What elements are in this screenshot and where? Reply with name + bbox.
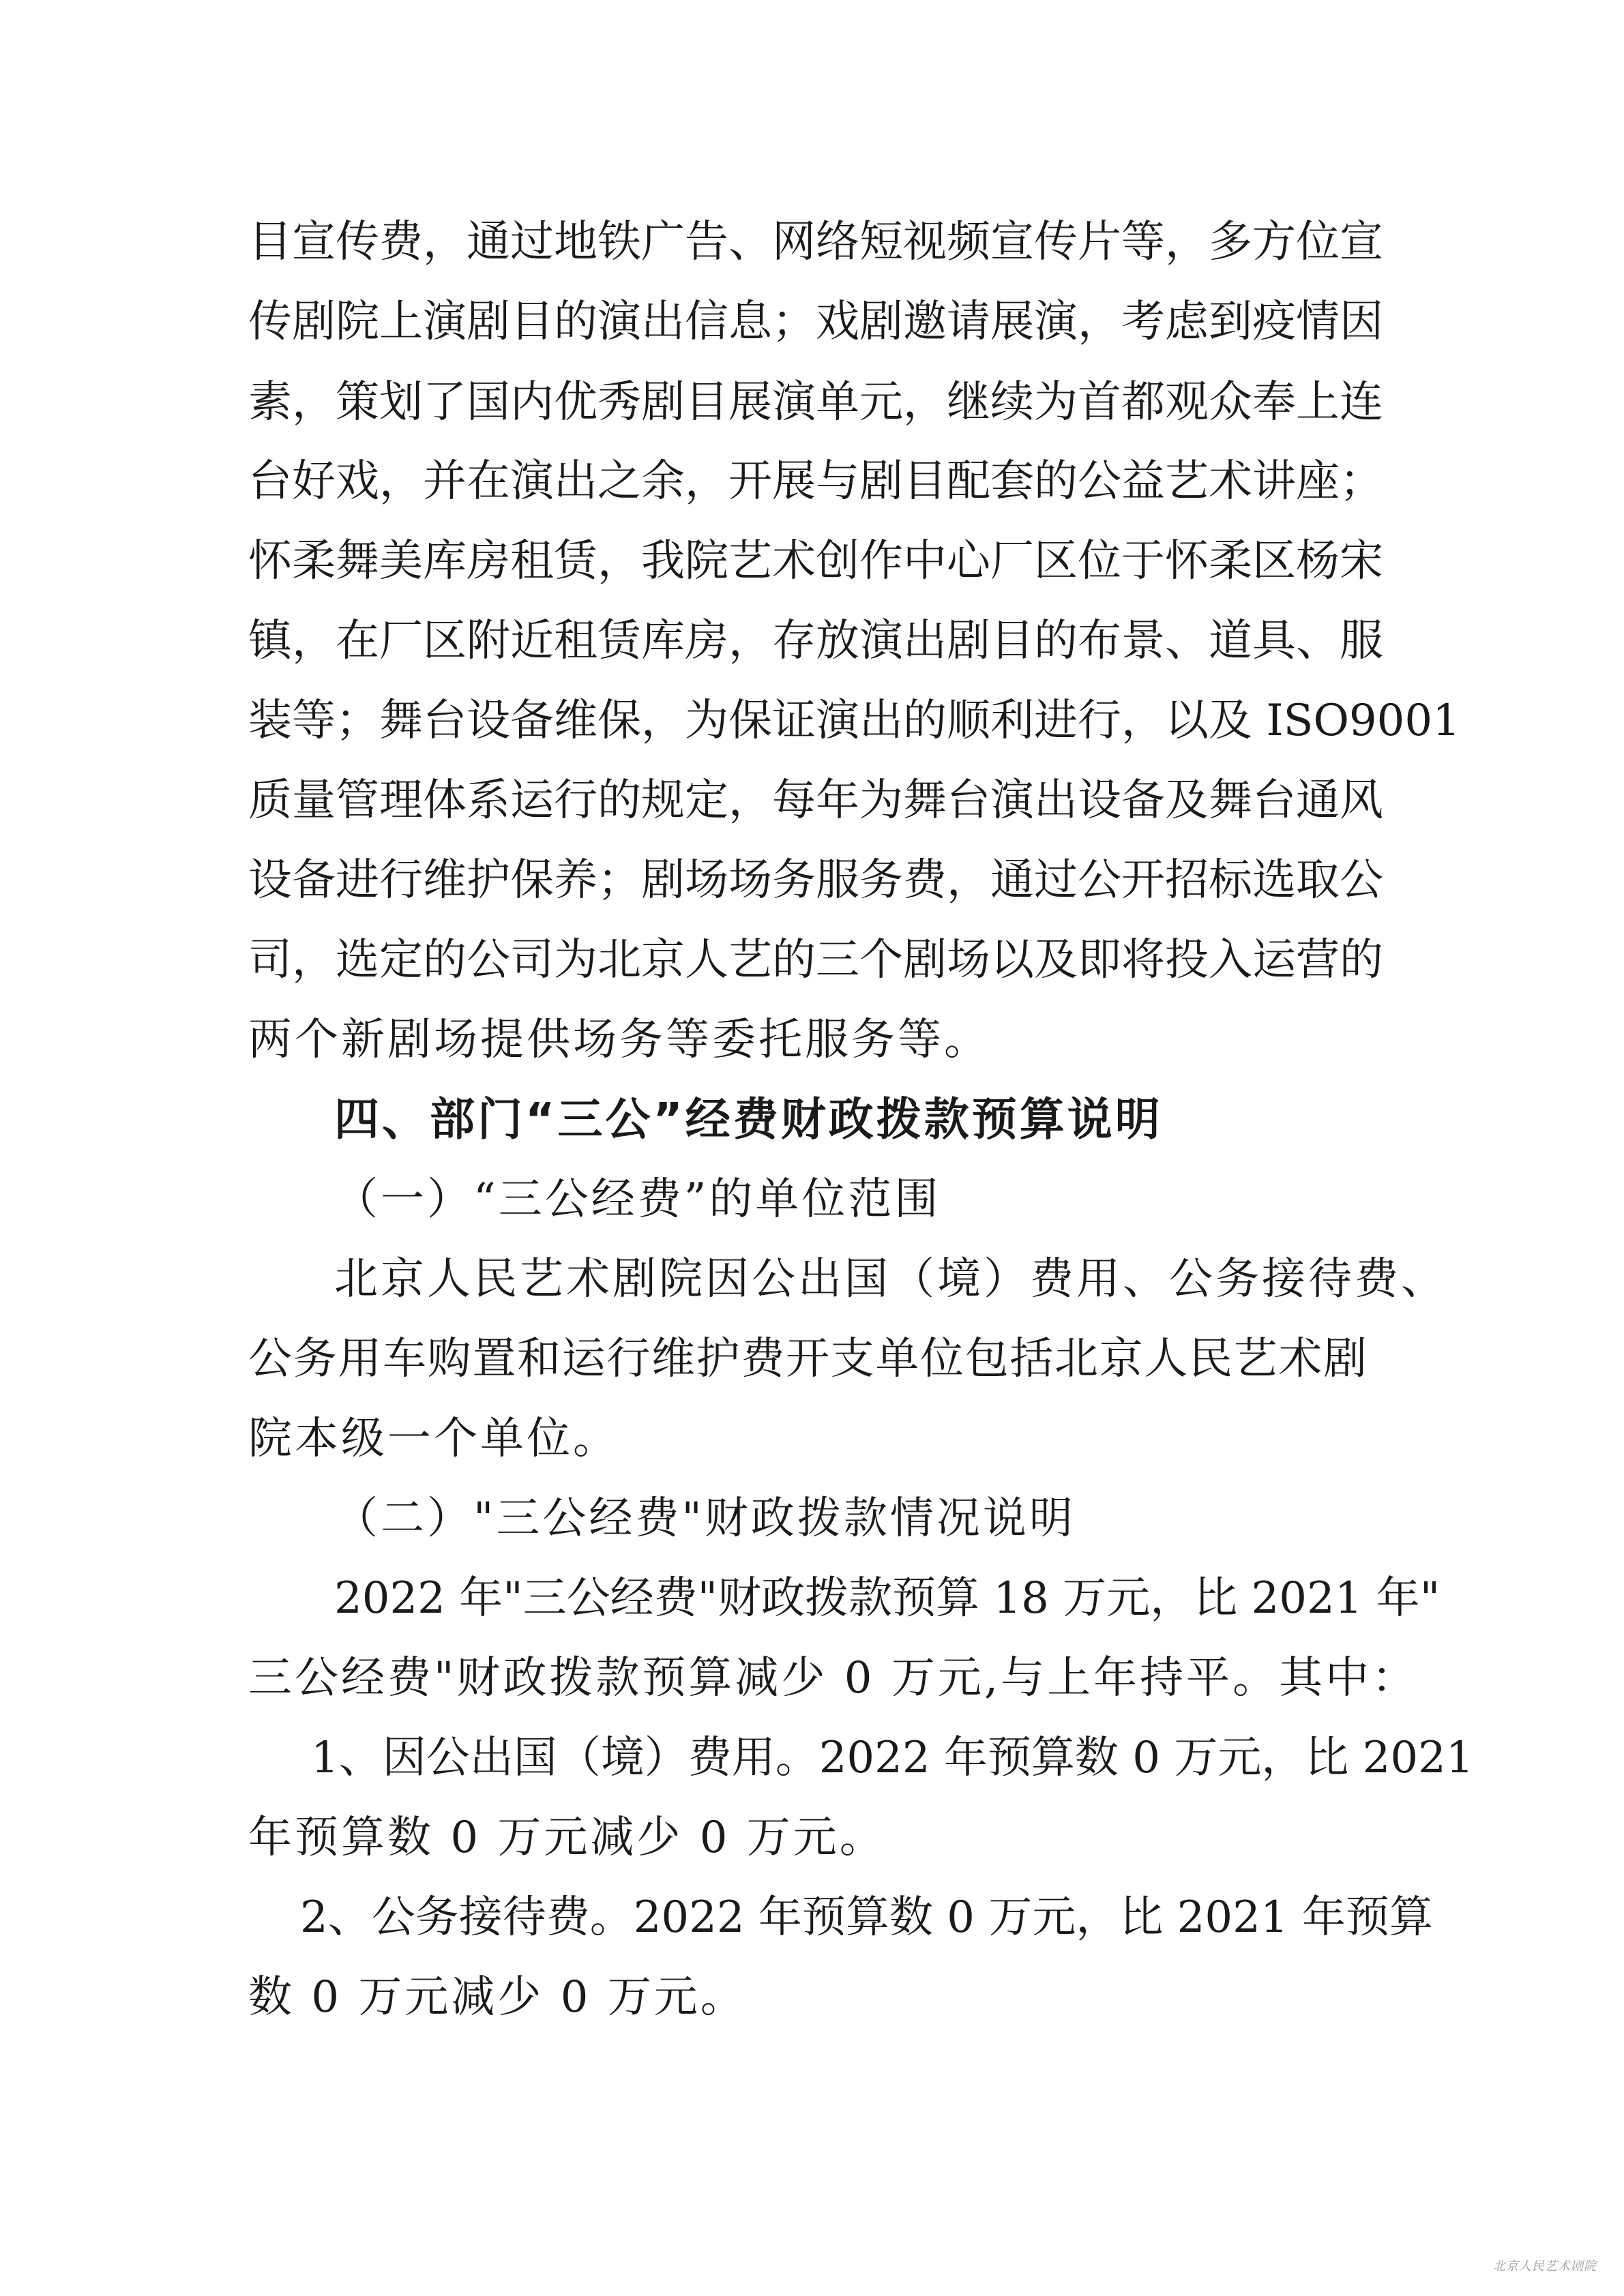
body-line: 年预算数 0 万元减少 0 万元。 bbox=[248, 1813, 886, 1863]
body-line: 院本级一个单位。 bbox=[248, 1414, 619, 1464]
subsection-heading: （一）“三公经费”的单位范围 bbox=[334, 1174, 941, 1225]
body-line: 数 0 万元减少 0 万元。 bbox=[248, 1972, 747, 2023]
body-line: 镇，在厂区附近租赁库房，存放演出剧目的布景、道具、服 bbox=[248, 616, 1383, 666]
body-line: 2、公务接待费。2022 年预算数 0 万元，比 2021 年预算 bbox=[300, 1892, 1433, 1943]
body-line: 设备进行维护保养；剧场场务服务费，通过公开招标选取公 bbox=[248, 855, 1383, 906]
body-line: 两个新剧场提供场务等委托服务等。 bbox=[248, 1015, 990, 1065]
body-line: 素，策划了国内优秀剧目展演单元，继续为首都观众奉上连 bbox=[248, 377, 1383, 428]
body-line: 目宣传费，通过地铁广告、网络短视频宣传片等，多方位宣 bbox=[248, 217, 1383, 267]
section-heading: 四、部门“三公”经费财政拨款预算说明 bbox=[334, 1093, 1163, 1146]
body-line: 2022 年"三公经费"财政拨款预算 18 万元，比 2021 年" bbox=[334, 1573, 1441, 1624]
body-line: 司，选定的公司为北京人艺的三个剧场以及即将投入运营的 bbox=[248, 935, 1383, 985]
body-line: 北京人民艺术剧院因公出国（境）费用、公务接待费、 bbox=[334, 1254, 1447, 1304]
body-line: 怀柔舞美库房租赁，我院艺术创作中心厂区位于怀柔区杨宋 bbox=[248, 536, 1383, 586]
watermark-text: 北京人民艺术剧院 bbox=[1493, 2259, 1597, 2273]
body-line: 三公经费"财政拨款预算减少 0 万元,与上年持平。其中： bbox=[248, 1653, 1419, 1703]
body-line: 台好戏，并在演出之余，开展与剧目配套的公益艺术讲座； bbox=[248, 456, 1383, 507]
body-line: 1、因公出国（境）费用。2022 年预算数 0 万元，比 2021 bbox=[311, 1733, 1474, 1783]
body-line: 装等；舞台设备维保，为保证演出的顺利进行，以及 ISO9001 bbox=[248, 696, 1460, 746]
body-line: 质量管理体系运行的规定，每年为舞台演出设备及舞台通风 bbox=[248, 775, 1383, 826]
subsection-heading: （二）"三公经费"财政拨款情况说明 bbox=[334, 1493, 1076, 1544]
body-line: 传剧院上演剧目的演出信息；戏剧邀请展演，考虑到疫情因 bbox=[248, 297, 1383, 347]
body-line: 公务用车购置和运行维护费开支单位包括北京人民艺术剧 bbox=[248, 1334, 1367, 1384]
